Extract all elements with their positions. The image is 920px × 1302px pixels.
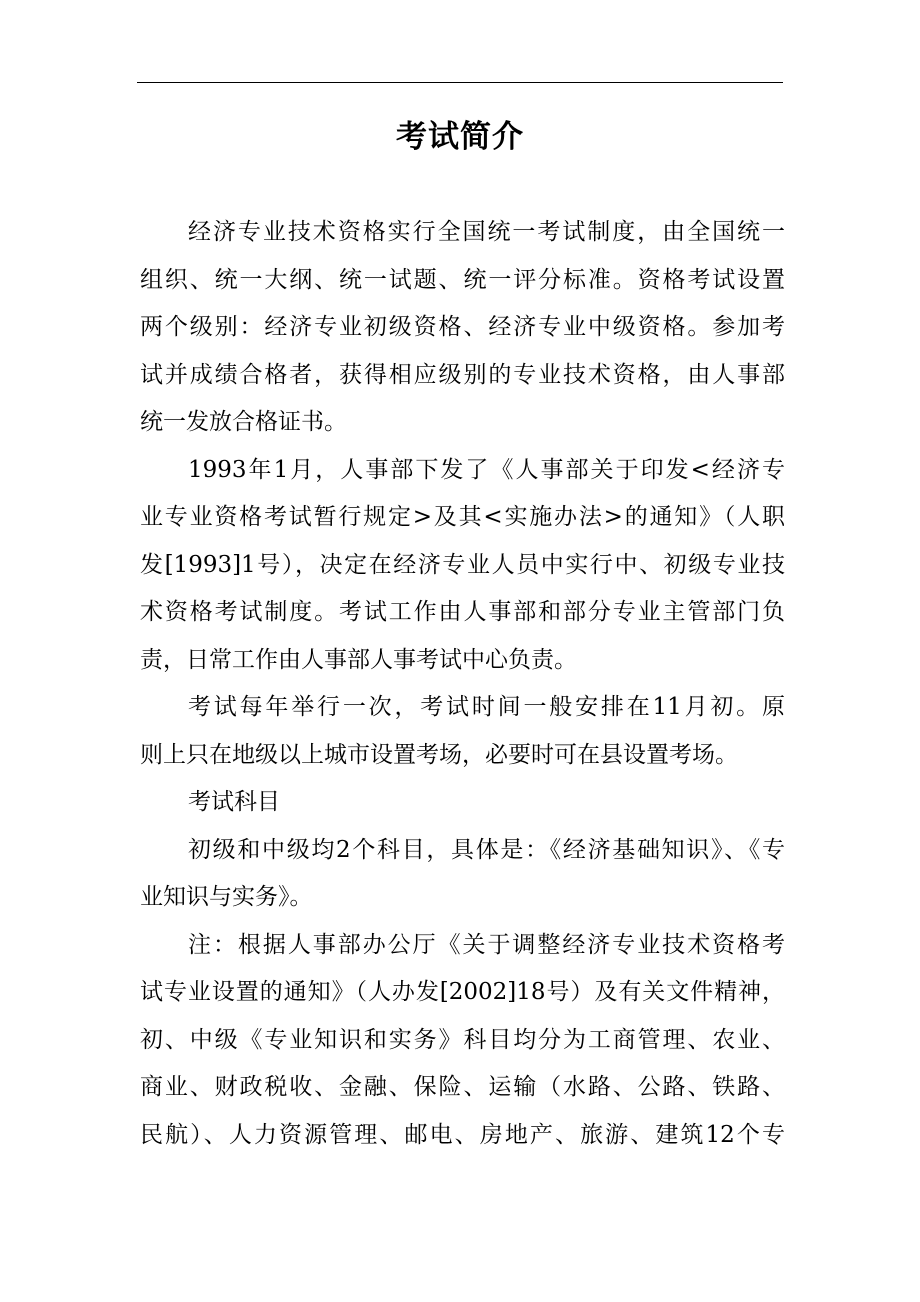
text-line: 商业、财政税收、金融、保险、运输（水路、公路、铁路、 <box>140 1074 785 1100</box>
text-line: 责，日常工作由人事部人事考试中心负责。 <box>140 646 577 673</box>
text-line: 1993年1月，人事部下发了《人事部关于印发<经济专 <box>188 456 785 483</box>
text-line: 发[1993]1号），决定在经济专业人员中实行中、初级专业技 <box>140 551 785 578</box>
text-line: 经济专业技术资格实行全国统一考试制度，由全国统一 <box>188 219 785 245</box>
text-line: 组织、统一大纲、统一试题、统一评分标准。资格考试设置 <box>140 266 785 293</box>
text-line: 试并成绩合格者，获得相应级别的专业技术资格，由人事部 <box>140 361 785 388</box>
text-line: 试专业设置的通知》（人办发[2002]18号）及有关文件精神， <box>140 979 785 1005</box>
document-body <box>140 209 785 1159</box>
page-title: 考试简介 <box>396 119 524 155</box>
text-line: 初级和中级均2个科目，具体是：《经济基础知识》、《专 <box>188 836 785 863</box>
text-line: 则上只在地级以上城市设置考场，必要时可在县设置考场。 <box>140 741 738 768</box>
text-line: 注：根据人事部办公厅《关于调整经济专业技术资格考 <box>188 931 785 958</box>
text-line: 业知识与实务》。 <box>140 884 313 910</box>
text-line: 统一发放合格证书。 <box>140 409 347 435</box>
text-line: 考试每年举行一次，考试时间一般安排在11月初。原 <box>188 694 785 720</box>
text-line: 考试科目 <box>188 789 280 815</box>
text-line: 初、中级《专业知识和实务》科目均分为工商管理、农业、 <box>140 1026 785 1053</box>
text-line: 两个级别：经济专业初级资格、经济专业中级资格。参加考 <box>140 314 785 340</box>
header-rule <box>137 82 783 83</box>
text-line: 民航）、人力资源管理、邮电、房地产、旅游、建筑12个专 <box>140 1121 785 1148</box>
text-line: 术资格考试制度。考试工作由人事部和部分专业主管部门负 <box>140 599 785 625</box>
text-line: 业专业资格考试暂行规定>及其<实施办法>的通知》（人职 <box>140 504 785 530</box>
